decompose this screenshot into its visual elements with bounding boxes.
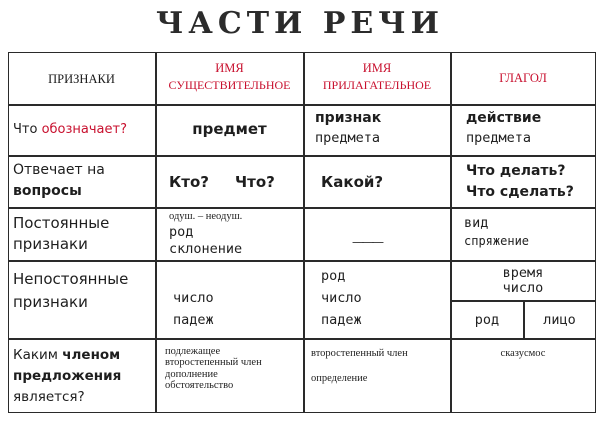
row-member-label-cell	[8, 339, 156, 413]
row-denotes-label	[13, 120, 127, 139]
row-constant-label-line2: признаки	[13, 235, 88, 253]
row-denotes-adjective-cell	[304, 105, 451, 156]
row-questions-noun-what: Что?	[235, 173, 275, 191]
row-questions-noun-who: Кто?	[169, 173, 209, 191]
row-questions-label-cell	[8, 156, 156, 208]
row-member-adjective-line1: второстепенный член	[311, 348, 408, 359]
row-questions-verb-line2: Что сделать?	[466, 184, 574, 200]
row-constant-noun-line1: одуш. – неодуш.	[169, 211, 243, 222]
row-questions-label-line1: Отвечает на	[13, 162, 105, 178]
row-variable-verb-person-cell	[524, 301, 596, 339]
row-variable-label-cell	[8, 261, 156, 339]
header-adjective-line1: ИМЯ	[362, 61, 392, 75]
row-denotes-label-cell	[8, 105, 156, 156]
row-member-noun-line3: дополнение	[165, 369, 218, 380]
row-variable-label-line2: признаки	[13, 293, 88, 311]
header-verb-cell	[451, 52, 596, 105]
row-denotes-adjective-line1: признак	[315, 110, 382, 126]
row-constant-verb-line2: спряжение	[464, 234, 530, 248]
row-member-adjective-line2: определение	[311, 373, 368, 384]
row-variable-verb-line2: число	[502, 280, 544, 296]
header-verb: ГЛАГОЛ	[499, 71, 547, 85]
row-variable-noun-line2: падеж	[173, 312, 214, 328]
page-title: ЧАСТИ РЕЧИ	[156, 6, 444, 41]
row-constant-noun-line3: склонение	[169, 241, 243, 257]
row-constant-verb-line1: вид	[464, 215, 489, 231]
row-denotes-noun-cell	[156, 105, 304, 156]
row-questions-adjective: Какой?	[321, 173, 384, 191]
row-member-noun-cell	[156, 339, 304, 413]
row-denotes-adjective-line2: предмета	[315, 130, 381, 146]
row-variable-noun-line1: число	[173, 290, 214, 306]
header-adjective-cell	[304, 52, 451, 105]
row-variable-noun-cell	[156, 261, 304, 339]
row-questions-adjective-cell	[304, 156, 451, 208]
header-noun-line1: ИМЯ	[215, 61, 244, 75]
header-adjective-line2: ПРИЛАГАТЕЛЬНОЕ	[322, 78, 432, 92]
row-member-noun-line1: подлежащее	[165, 346, 221, 357]
row-member-label-line2: предложения	[13, 368, 122, 384]
row-member-label-line3: является?	[13, 389, 85, 405]
row-denotes-verb-cell	[451, 105, 596, 156]
row-member-noun-line4: обстоятельство	[165, 380, 234, 391]
row-variable-label-line1: Непостоянные	[13, 270, 129, 288]
row-constant-adjective-cell	[304, 208, 451, 261]
row-member-adjective-cell	[304, 339, 451, 413]
row-member-verb: сказусмос	[500, 348, 546, 359]
row-denotes-verb-line1: действие	[466, 110, 542, 126]
row-constant-adjective-dash: ———	[352, 235, 382, 249]
row-denotes-noun: предмет	[192, 120, 267, 138]
row-member-label-line1	[13, 346, 120, 365]
row-variable-verb-gender-cell	[451, 301, 524, 339]
row-denotes-label-accent: обозначает?	[41, 122, 127, 137]
row-questions-label-accent: вопросы	[13, 183, 82, 199]
header-features: ПРИЗНАКИ	[48, 72, 115, 86]
row-denotes-label-prefix: Что	[13, 122, 42, 137]
header-noun-line2: СУЩЕСТВИТЕЛЬНОЕ	[168, 78, 291, 92]
row-variable-verb-line1: время	[502, 265, 544, 281]
row-denotes-verb-line2: предмета	[466, 130, 532, 146]
row-questions-verb-line1: Что делать?	[466, 163, 566, 179]
row-variable-adjective-line3: падеж	[321, 312, 362, 328]
row-constant-label-cell	[8, 208, 156, 261]
row-constant-noun-line2: род	[169, 224, 194, 240]
row-variable-verb-gender: род	[474, 312, 500, 328]
row-questions-verb-cell	[451, 156, 596, 208]
parts-of-speech-table	[8, 52, 596, 413]
row-variable-verb-person: лицо	[543, 312, 576, 328]
header-noun-cell	[156, 52, 304, 105]
row-variable-adjective-cell	[304, 261, 451, 339]
row-constant-label-line1: Постоянные	[13, 214, 110, 232]
row-questions-noun-cell	[156, 156, 304, 208]
row-member-label-prefix: Каким	[13, 347, 63, 363]
row-constant-verb-cell	[451, 208, 596, 261]
row-member-label-accent: членом	[62, 347, 121, 363]
header-features-cell	[8, 52, 156, 105]
row-member-noun-line2: второстепенный член	[165, 357, 262, 368]
row-variable-adjective-line1: род	[321, 268, 346, 284]
row-variable-verb-top-cell	[451, 261, 596, 301]
row-variable-adjective-line2: число	[321, 290, 362, 306]
row-member-verb-cell	[451, 339, 596, 413]
row-constant-noun-cell	[156, 208, 304, 261]
